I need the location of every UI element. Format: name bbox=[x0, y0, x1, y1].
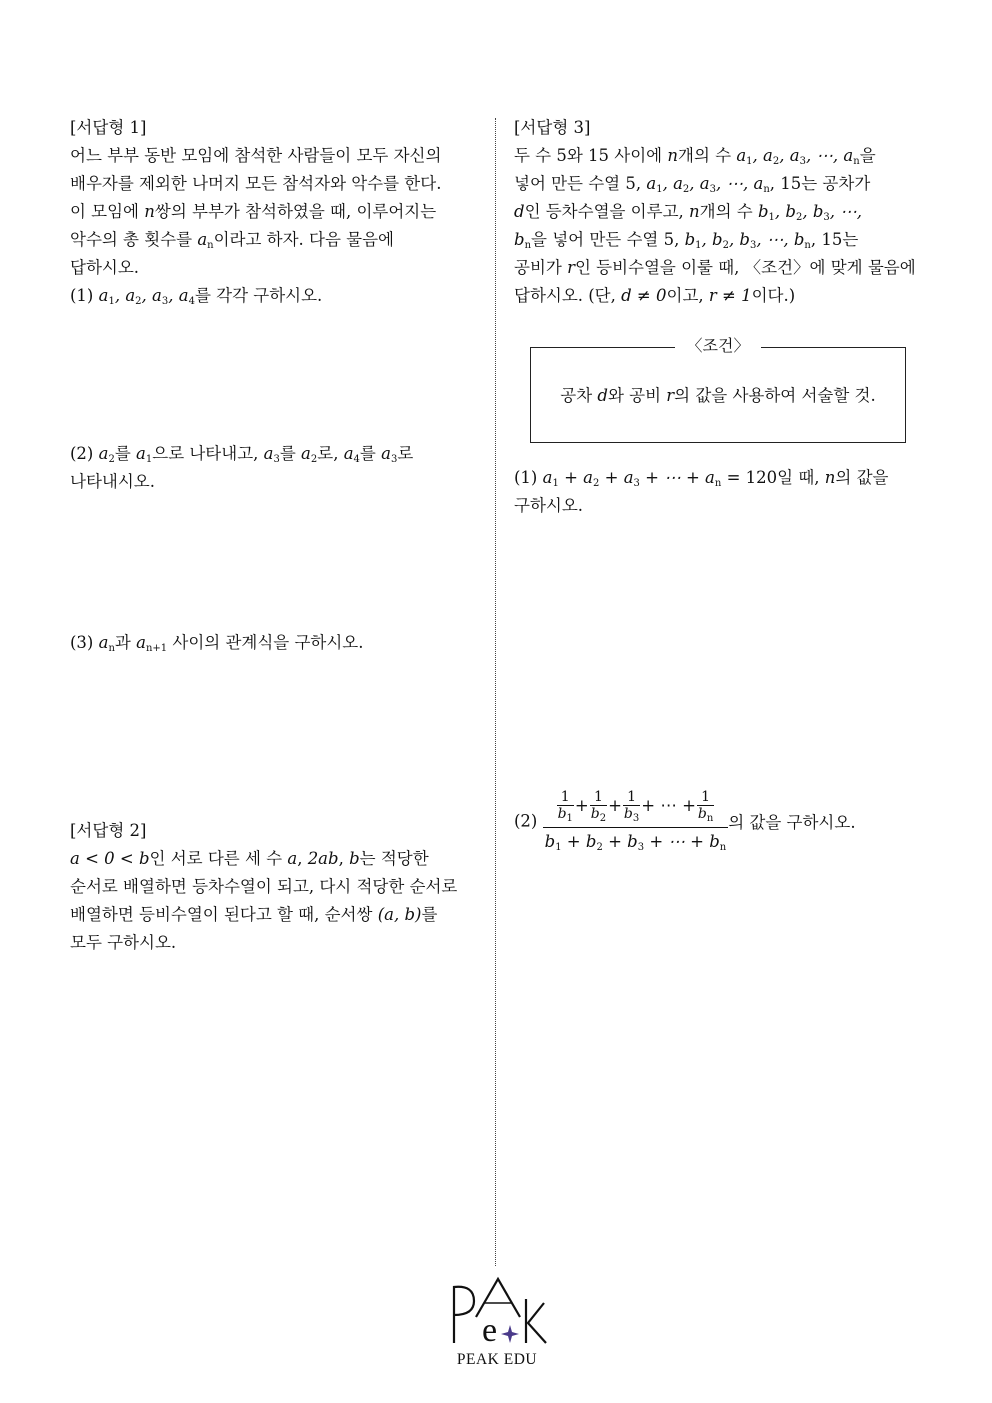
peak-logo bbox=[436, 1275, 558, 1369]
question-3: [서답형 3] 두 수 5와 15 사이에 n개의 수 $a_1$, $a_2$, $a_3$, ⋯, $a_n$을 넣어 만든 수열 5, $a_1$, $a_2$, $a_3$, ⋯, $a_n$, 15는 공차가 d인 등차수열을 이루고, n개의 수 $b_1$, $b_2$, $b_3$, ⋯, $b_n$을 넣어 만든 수열 5, $b_1$, $b_2$, $b_3$, ⋯, $b_n$, 15는 공비가 r인 등비수열을 이룰 때, 〈조건〉에 맞게 물음에 답하시오. (단, d ≠ 0이고, r ≠ 1이다.) bbox=[514, 114, 924, 310]
question-1-sub-2: (2) $a_2$를 $a_1$으로 나타내고, $a_3$를 $a_2$로, $a_4$를 $a_3$로 나타내시오. bbox=[70, 444, 414, 491]
question-3-sub-2: (2) $\frac{1}{b_1}$ + $\frac{1}{b_2}$ + $\frac{1}{b_3}$ + ⋯ + $\frac{1}{b_n}$ $b_1 + b_2 + b_3$ + ⋯ + $b_n$ 의 값을 구하시오. bbox=[514, 789, 856, 853]
peak-logo-mark bbox=[436, 1275, 558, 1345]
question-2: [서답형 2] a < 0 < b인 서로 다른 세 수 a, 2ab, b는 적당한 순서로 배열하면 등차수열이 되고, 다시 적당한 순서로 배열하면 등비수열이 된다고 할 때, 순서쌍 (a, b)를 모두 구하시오. bbox=[70, 817, 480, 957]
question-2-label: [서답형 2] bbox=[70, 821, 147, 840]
left-column bbox=[70, 114, 475, 310]
column-divider bbox=[495, 118, 496, 1266]
question-3-label: [서답형 3] bbox=[514, 118, 591, 137]
fraction-expression: $\frac{1}{b_1}$ + $\frac{1}{b_2}$ + $\frac{1}{b_3}$ + ⋯ + $\frac{1}{b_n}$ $b_1 + b_2 + b_3$ + ⋯ + $b_n$ bbox=[544, 789, 727, 853]
condition-box bbox=[530, 336, 906, 443]
svg-text:e: e bbox=[482, 1312, 498, 1345]
logo-caption: PEAK EDU bbox=[456, 1351, 538, 1368]
question-1-sub-3: (3) $a_n$과 $a_{n+1}$ 사이의 관계식을 구하시오. bbox=[70, 633, 364, 654]
question-1-label: [서답형 1] bbox=[70, 118, 147, 137]
condition-title: 〈조건〉 bbox=[675, 336, 762, 355]
question-1-sub-1: (1) $a_1$, $a_2$, $a_3$, $a_4$를 각각 구하시오. bbox=[70, 286, 323, 307]
condition-body: 공차 d와 공비 r의 값을 사용하여 서술할 것. bbox=[560, 386, 876, 405]
question-3-sub-1: (1) $a_1 + a_2 + a_3$ + ⋯ + $a_n = 120$일 때, n의 값을 구하시오. bbox=[514, 468, 889, 515]
question-1-text: 어느 부부 동반 모임에 참석한 사람들이 모두 자신의 배우자를 제외한 나머지 모든 참석자와 악수를 한다. 이 모임에 n쌍의 부부가 참석하였을 때, 이루어지는 악수의 총 횟수를 $a_n$이라고 하자. 다음 물음에 답하시오. bbox=[70, 146, 442, 277]
